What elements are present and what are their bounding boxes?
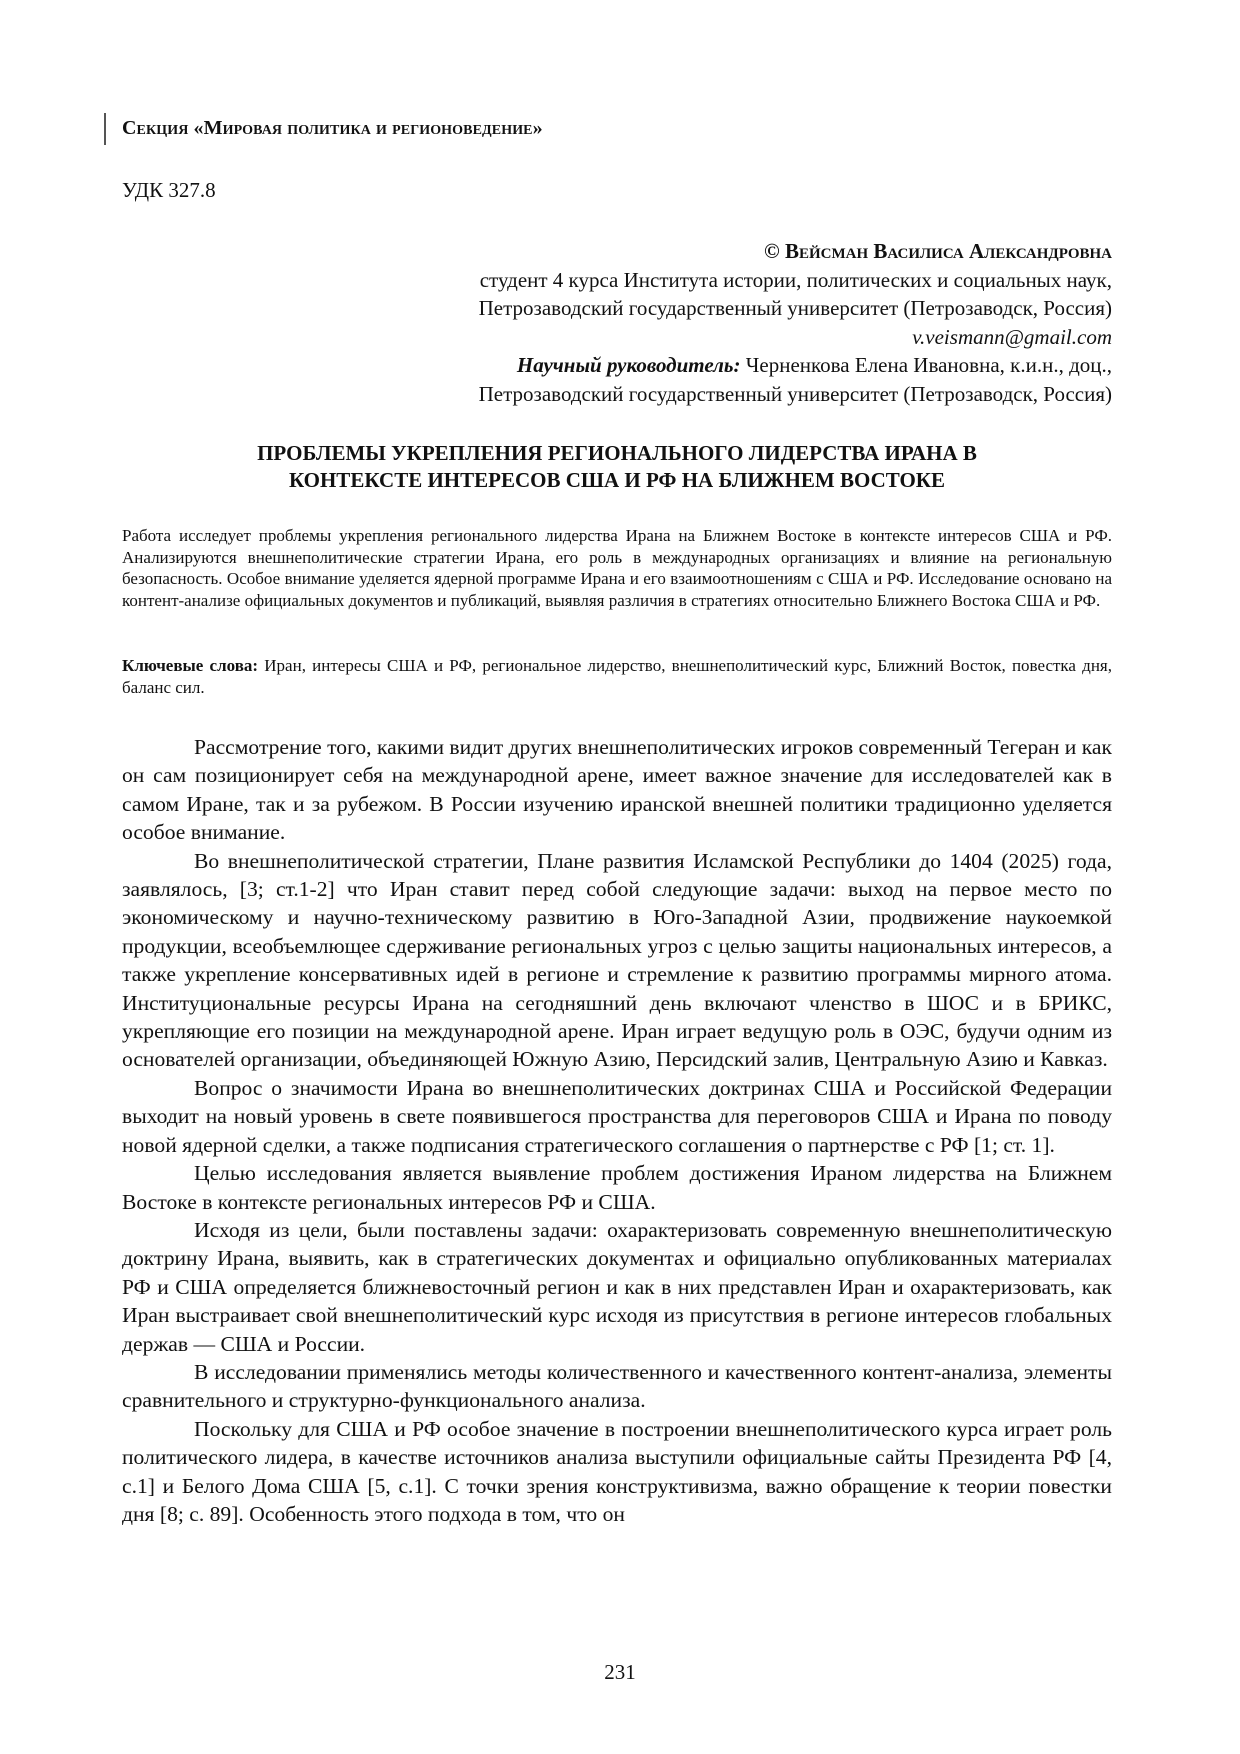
supervisor-affiliation: Петрозаводский государственный университет (Петрозаводск, Россия): [478, 381, 1112, 406]
paragraph: Поскольку для США и РФ особое значение в построении внешнеполитического курса играет роль политического лидера, в качестве источников анализа выступили официальные сайты Президента РФ [4, с.1] и Белого Дома США [5, с.1]. С точки зрения конструктивизма, важно обращение к теории повестки дня [8; с. 89]. Особенность этого подхода в том, что он: [122, 1416, 1112, 1526]
abstract: Работа исследует проблемы укрепления регионального лидерства Ирана на Ближнем Востоке в контексте интересов США и РФ. Анализируются внешнеполитические стратегии Ирана, его роль в международных организациях и влияние на региональную безопасность. Особое внимание уделяется ядерной программе Ирана и его взаимоотношениям с США и РФ. Исследование основано на контент-анализе официальных документов и публикаций, выявляя различия в стратегиях относительно Ближнего Востока США и РФ.: [122, 526, 1112, 610]
keywords: [122, 655, 1112, 698]
paragraph: В исследовании применялись методы количественного и качественного контент-анализа, элементы сравнительного и структурно-функционального анализа.: [122, 1359, 1112, 1413]
supervisor-name: Черненкова Елена Ивановна, к.и.н., доц.,: [740, 353, 1112, 377]
paragraph: Во внешнеполитической стратегии, Плане развития Исламской Республики до 1404 (2025) года, заявлялось, [3; ст.1-2] что Иран ставит перед собой следующие задачи: выход на первое место по экономическому и научно-техническому развитию в Юго-Западной Азии, продвижение наукоемкой продукции, всеобъемлющее сдерживание региональных угроз с целью защиты национальных интересов, а также укрепление консервативных идей в регионе и стремление к развитию программы мирного атома. Институциональные ресурсы Ирана на сегодняшний день включают членство в ШОС и в БРИКС, укрепляющие его позиции на международной арене. Иран играет ведущую роль в ОЭС, будучи одним из основателей организации, объединяющей Южную Азию, Персидский залив, Центральную Азию и Кавказ.: [122, 848, 1112, 1072]
keywords-text: Иран, интересы США и РФ, региональное лидерство, внешнеполитический курс, Ближний Восток, повестка дня, баланс сил.: [122, 656, 1112, 697]
section-heading: Секция «Мировая политика и регионоведение»: [122, 117, 543, 139]
author-block: [212, 237, 1112, 408]
paragraph: Рассмотрение того, какими видит других внешнеполитических игроков современный Тегеран и как он сам позиционирует себя на международной арене, имеет важное значение для исследователей как в самом Иране, так и за рубежом. В России изучению иранской внешней политики традиционно уделяется особое внимание.: [122, 735, 1112, 845]
title-line-2: КОНТЕКСТЕ ИНТЕРЕСОВ США И РФ НА БЛИЖНЕМ ВОСТОКЕ: [288, 468, 946, 492]
page-number: 231: [604, 1660, 636, 1684]
author-affiliation: Петрозаводский государственный университет (Петрозаводск, Россия): [478, 296, 1112, 320]
keywords-label: Ключевые слова:: [122, 656, 259, 675]
udk-code: УДК 327.8: [122, 178, 216, 202]
supervisor-label: Научный руководитель:: [516, 353, 741, 377]
paragraph: Целью исследования является выявление проблем достижения Ираном лидерства на Ближнем Востоке в контексте региональных интересов РФ и США.: [122, 1161, 1112, 1214]
section-marker-bar: [104, 113, 106, 145]
paragraph: Исходя из цели, были поставлены задачи: охарактеризовать современную внешнеполитическую доктрину Ирана, выявить, как в стратегических документах и официально опубликованных материалах РФ и США определяется ближневосточный регион и как в них представлен Иран и охарактеризовать, как Иран выстраивает свой внешнеполитический курс исходя из присутствия в регионе интересов глобальных держав — США и России.: [122, 1217, 1112, 1356]
author-name: © Вейсман Василиса Александровна: [764, 239, 1112, 263]
paper-title: [122, 440, 1112, 494]
body-text: [122, 733, 1112, 1528]
author-position: студент 4 курса Института истории, политических и социальных наук,: [479, 267, 1112, 292]
title-line-1: ПРОБЛЕМЫ УКРЕПЛЕНИЯ РЕГИОНАЛЬНОГО ЛИДЕРСТВА ИРАНА В: [257, 441, 977, 465]
author-email[interactable]: v.veismann@gmail.com: [912, 324, 1112, 349]
paragraph: Вопрос о значимости Ирана во внешнеполитических доктринах США и Российской Федерации выходит на новый уровень в свете появившегося пространства для переговоров США и Ирана по поводу новой ядерной сделки, а также подписания стратегического соглашения о партнерстве с РФ [1; ст. 1].: [122, 1075, 1112, 1157]
supervisor-line: [212, 351, 1112, 380]
